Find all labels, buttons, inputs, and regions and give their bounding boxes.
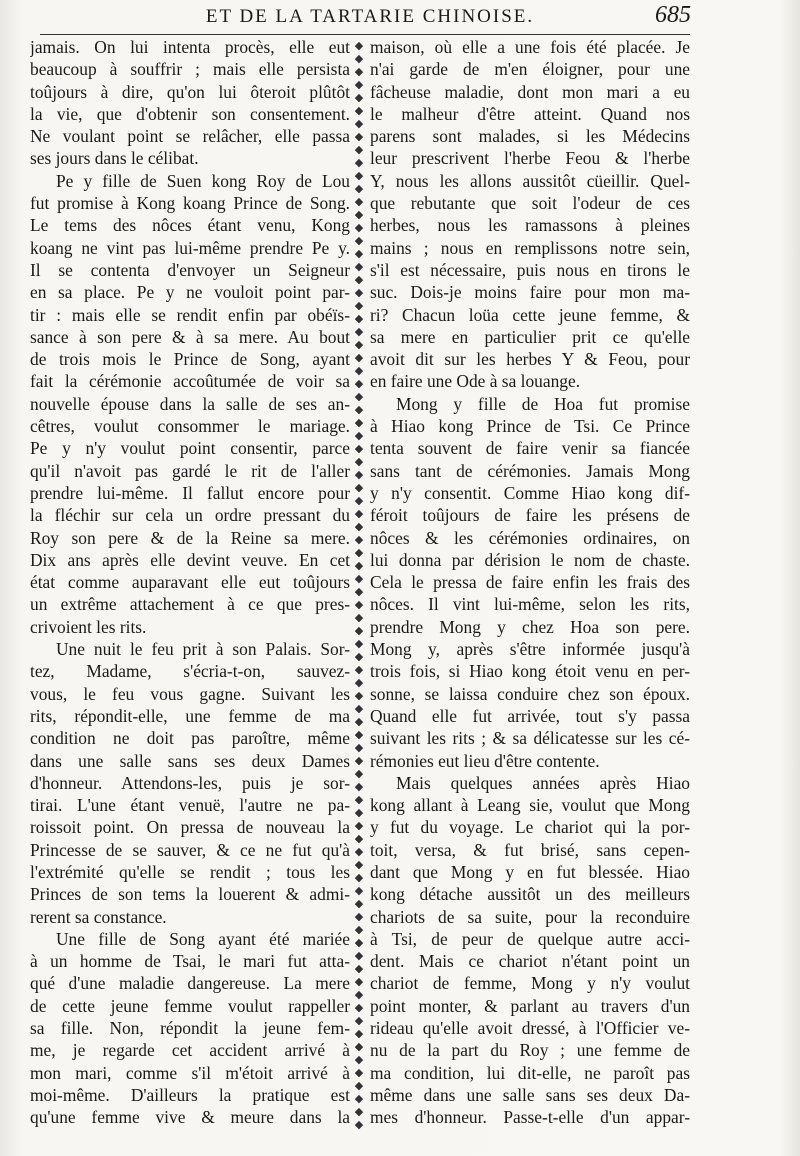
column-divider-ornament [352,40,366,1130]
text-line: nouvelle épouse dans la salle de ses an- [30,393,350,414]
text-line: tez, Madame, s'écria-t-on, sauvez- [30,661,350,682]
text-line: vous, le feu vous gagne. Suivant les [30,683,350,704]
text-line: herbes, nous les ramassons à pleines [370,215,690,236]
text-line: nôces & les cérémonies ordinaires, on [370,527,690,548]
text-line: mains ; nous en remplissons notre sein, [370,237,690,258]
text-line: Ne voulant point se relâcher, elle passa [30,126,350,147]
text-line: s'il est nécessaire, puis nous en tirons le [370,259,690,280]
left-column [30,36,350,1129]
text-line: rémonies eut lieu d'être contente. [370,750,600,771]
divider-glyph: ◆ [354,872,364,884]
text-line: dant que Mong y en fut blessée. Hiao [370,861,690,882]
text-line: ma condition, lui dit-elle, ne paroît pas [370,1062,690,1083]
divider-glyph: ◆ [354,391,364,403]
text-line: qué d'une maladie dangereuse. La mere [30,973,350,994]
text-line: d'honneur. Attendons-les, puis je sor- [30,772,350,793]
text-line: à Hiao kong Prince de Tsi. Ce Prince [370,416,690,437]
text-line: Mong y fille de Hoa fut promise [396,393,690,414]
text-line: rits, répondit-elle, une femme de ma [30,705,350,726]
divider-glyph: ◆ [354,950,364,962]
divider-glyph: ◆ [354,40,364,52]
divider-glyph: ◆ [354,170,364,182]
divider-glyph: ◆ [354,976,364,988]
text-line: Quand elle fut arrivée, tout s'y passa [370,705,690,726]
divider-glyph: ◆ [354,352,364,364]
text-line: prendre lui-même. Il fallut encore pour [30,482,350,503]
text-line: kong allant à Leang sie, voulut que Mong [370,795,690,816]
text-line: même dans une salle sans ses deux Da- [370,1084,690,1105]
divider-glyph: ◆ [354,703,364,715]
divider-glyph: ◆ [354,53,364,65]
divider-glyph: ◆ [354,833,364,845]
divider-glyph: ◆ [354,937,364,949]
divider-glyph: ◆ [354,443,364,455]
text-line: de cette jeune femme voulut rappeller [30,995,350,1016]
divider-glyph: ◆ [354,66,364,78]
text-line: fut promise à Kong koang Prince de Song. [30,193,350,214]
text-line: de trois mois le Prince de Song, ayant [30,349,350,370]
divider-glyph: ◆ [354,404,364,416]
text-line: nôces. Il vint lui-même, selon les rits, [370,594,690,615]
divider-glyph: ◆ [354,365,364,377]
divider-glyph: ◆ [354,1028,364,1040]
divider-glyph: ◆ [354,677,364,689]
divider-glyph: ◆ [354,378,364,390]
text-line: suivant les rits ; & sa délicatesse sur les cé- [370,728,690,749]
text-line: Pe y n'y voulut point consentir, parce [30,438,350,459]
divider-glyph: ◆ [354,495,364,507]
divider-glyph: ◆ [354,586,364,598]
divider-glyph: ◆ [354,768,364,780]
divider-glyph: ◆ [354,924,364,936]
text-line: sance à son pere & à sa mere. Au bout [30,326,350,347]
divider-glyph: ◆ [354,781,364,793]
page-number: 685 [655,2,691,28]
text-line: toûjours à dire, qu'on lui ôteroit plûtôt [30,81,350,102]
divider-glyph: ◆ [354,794,364,806]
text-line: beaucoup à souffrir ; mais elle persista [30,59,350,80]
divider-glyph: ◆ [354,105,364,117]
text-line: toit, versa, & fut brisé, sans cepen- [370,839,690,860]
divider-glyph: ◆ [354,92,364,104]
divider-glyph: ◆ [354,1119,364,1130]
text-line: à Tsi, de peur de quelque autre acci- [370,928,690,949]
text-line: Une nuit le feu prit à son Palais. Sor- [56,639,350,660]
text-line: fait la cérémonie accoûtumée de voir sa [30,371,350,392]
divider-glyph: ◆ [354,469,364,481]
divider-glyph: ◆ [354,989,364,1001]
text-line: me, je regarde cet accident arrivé à [30,1040,350,1061]
divider-glyph: ◆ [354,261,364,273]
divider-glyph: ◆ [354,118,364,130]
divider-glyph: ◆ [354,651,364,663]
text-line: n'ai garde de m'en éloigner, pour une [370,59,690,80]
text-line: Dix ans après elle devint veuve. En cet [30,549,350,570]
divider-glyph: ◆ [354,482,364,494]
divider-glyph: ◆ [354,430,364,442]
header-rule [40,34,690,35]
divider-glyph: ◆ [354,1093,364,1105]
divider-glyph: ◆ [354,1041,364,1053]
text-line: prendre Mong y chez Hoa son pere. [370,616,690,637]
divider-glyph: ◆ [354,1002,364,1014]
text-line: Princes de son tems la louerent & admi- [30,884,350,905]
divider-glyph: ◆ [354,1054,364,1066]
text-line: fâcheuse maladie, dont mon mari a eu [370,81,690,102]
text-line: Mong y, après s'être informée jusqu'à [370,639,690,660]
text-line: dent. Mais ce chariot n'étant point un [370,951,690,972]
divider-glyph: ◆ [354,560,364,572]
divider-glyph: ◆ [354,144,364,156]
divider-glyph: ◆ [354,339,364,351]
text-line: sonne, se laissa conduire chez son époux. [370,683,690,704]
text-line: koang ne vint pas lui-même prendre Pe y. [30,237,350,258]
text-line: leur prescrivent l'herbe Feou & l'herbe [370,148,690,169]
divider-glyph: ◆ [354,326,364,338]
divider-glyph: ◆ [354,196,364,208]
text-line: parens sont malades, si les Médecins [370,126,690,147]
right-column [370,36,690,1129]
text-line: qu'il n'avoit pas gardé le rit de l'aller [30,460,350,481]
text-line: Mais quelques années après Hiao [396,772,690,793]
divider-glyph: ◆ [354,1106,364,1118]
text-line: Il se contenta d'envoyer un Seigneur [30,259,350,280]
text-line: nu de la part du Roy ; une femme de [370,1040,690,1061]
text-line: y fut du voyage. Le chariot qui la por- [370,817,690,838]
text-line: roissoit point. On pressa de nouveau la [30,817,350,838]
text-line: condition ne doit pas paroître, même [30,728,350,749]
text-line: Y, nous les allons aussitôt cüeillir. Quel- [370,170,690,191]
divider-glyph: ◆ [354,508,364,520]
text-line: lui donna par dérision le nom de chaste. [370,549,690,570]
divider-glyph: ◆ [354,222,364,234]
text-line: crivoient les rits. [30,616,147,637]
text-line: maison, où elle a une fois été placée. Je [370,37,690,57]
text-line: Cela le pressa de faire enfin les frais des [370,572,690,593]
divider-glyph: ◆ [354,183,364,195]
text-line: trois fois, si Hiao kong étoit venu en per- [370,661,690,682]
running-head: ET DE LA TARTARIE CHINOISE. [205,6,535,27]
text-line: moi-même. D'ailleurs la pratique est [30,1084,350,1105]
text-line: sa fille. Non, répondit la jeune fem- [30,1018,350,1039]
divider-glyph: ◆ [354,625,364,637]
text-line: ri? Chacun loüa cette jeune femme, & [370,304,690,325]
text-line: tirai. L'une étant venuë, l'autre ne pa- [30,795,350,816]
text-line: en sa place. Pe y ne vouloit point par- [30,282,350,303]
divider-glyph: ◆ [354,911,364,923]
text-line: que rebutante que soit l'odeur de ces [370,193,690,214]
divider-glyph: ◆ [354,300,364,312]
text-line: à un homme de Tsai, le mari fut atta- [30,951,350,972]
divider-glyph: ◆ [354,157,364,169]
divider-glyph: ◆ [354,755,364,767]
divider-glyph: ◆ [354,820,364,832]
text-line: rerent sa constance. [30,906,167,927]
divider-glyph: ◆ [354,612,364,624]
divider-glyph: ◆ [354,131,364,143]
divider-glyph: ◆ [354,287,364,299]
divider-glyph: ◆ [354,664,364,676]
text-line: dans une salle sans ses deux Dames [30,750,350,771]
text-line: mes d'honneur. Passe-t-elle d'un appar- [370,1107,690,1128]
text-line: suc. Dois-je moins faire pour mon ma- [370,282,690,303]
divider-glyph: ◆ [354,456,364,468]
text-line: tenta souvent de faire venir sa fiancée [370,438,690,459]
divider-glyph: ◆ [354,209,364,221]
text-line: chariots de sa suite, pour la reconduire [370,906,690,927]
divider-glyph: ◆ [354,1015,364,1027]
divider-glyph: ◆ [354,638,364,650]
divider-glyph: ◆ [354,846,364,858]
divider-glyph: ◆ [354,547,364,559]
divider-glyph: ◆ [354,599,364,611]
text-line: la vie, que d'obtenir son consentement. [30,103,350,124]
text-line: rideau qu'elle avoit dressé, à l'Officier ve- [370,1018,690,1039]
divider-glyph: ◆ [354,79,364,91]
text-line: le malheur d'être atteint. Quand nos [370,103,690,124]
text-line: l'extrémité qu'elle se rendit ; tous les [30,861,350,882]
text-line: en faire une Ode à sa louange. [370,371,581,392]
text-line: point monter, & parlant au travers d'un [370,995,690,1016]
divider-glyph: ◆ [354,963,364,975]
text-line: Princesse de se sauver, & ce ne fut qu'à [30,839,350,860]
divider-glyph: ◆ [354,729,364,741]
text-line: y n'y consentit. Comme Hiao kong dif- [370,482,690,503]
text-line: sans tant de cérémonies. Jamais Mong [370,460,690,481]
text-line: tir : mais elle se rendit enfin par obéïs- [30,304,350,325]
divider-glyph: ◆ [354,716,364,728]
text-line: cêtres, voulut consommer le mariage. [30,416,350,437]
text-line: Le tems des nôces étant venu, Kong [30,215,350,236]
text-line: chariot de femme, Mong y n'y voulut [370,973,690,994]
text-line: un extrême attachement à ce que pres- [30,594,350,615]
text-line: état comme auparavant elle eut toûjours [30,572,350,593]
divider-glyph: ◆ [354,521,364,533]
text-line: kong détache aussitôt un des meilleurs [370,884,690,905]
divider-glyph: ◆ [354,313,364,325]
text-line: sa mere en particulier prit ce qu'elle [370,326,690,347]
divider-glyph: ◆ [354,417,364,429]
text-line: qu'une femme vive & meure dans la [30,1107,350,1128]
text-line: jamais. On lui intenta procès, elle eut [30,37,350,57]
text-line: la fléchir sur cela un ordre pressant du [30,505,350,526]
text-line: Roy son pere & de la Reine sa mere. [30,527,350,548]
divider-glyph: ◆ [354,235,364,247]
text-line: mon mari, comme s'il m'étoit arrivé à [30,1062,350,1083]
divider-glyph: ◆ [354,1080,364,1092]
text-line: Pe y fille de Suen kong Roy de Lou [56,170,350,191]
text-line: féroit toûjours de faire les présens de [370,505,690,526]
divider-glyph: ◆ [354,742,364,754]
divider-glyph: ◆ [354,274,364,286]
divider-glyph: ◆ [354,248,364,260]
text-line: Une fille de Song ayant été mariée [56,928,350,949]
divider-glyph: ◆ [354,807,364,819]
divider-glyph: ◆ [354,1067,364,1079]
divider-glyph: ◆ [354,534,364,546]
divider-glyph: ◆ [354,573,364,585]
divider-glyph: ◆ [354,690,364,702]
divider-glyph: ◆ [354,859,364,871]
text-line: ses jours dans le célibat. [30,148,199,169]
text-line: avoit dit sur les herbes Y & Feou, pour [370,349,690,370]
divider-glyph: ◆ [354,898,364,910]
divider-glyph: ◆ [354,885,364,897]
